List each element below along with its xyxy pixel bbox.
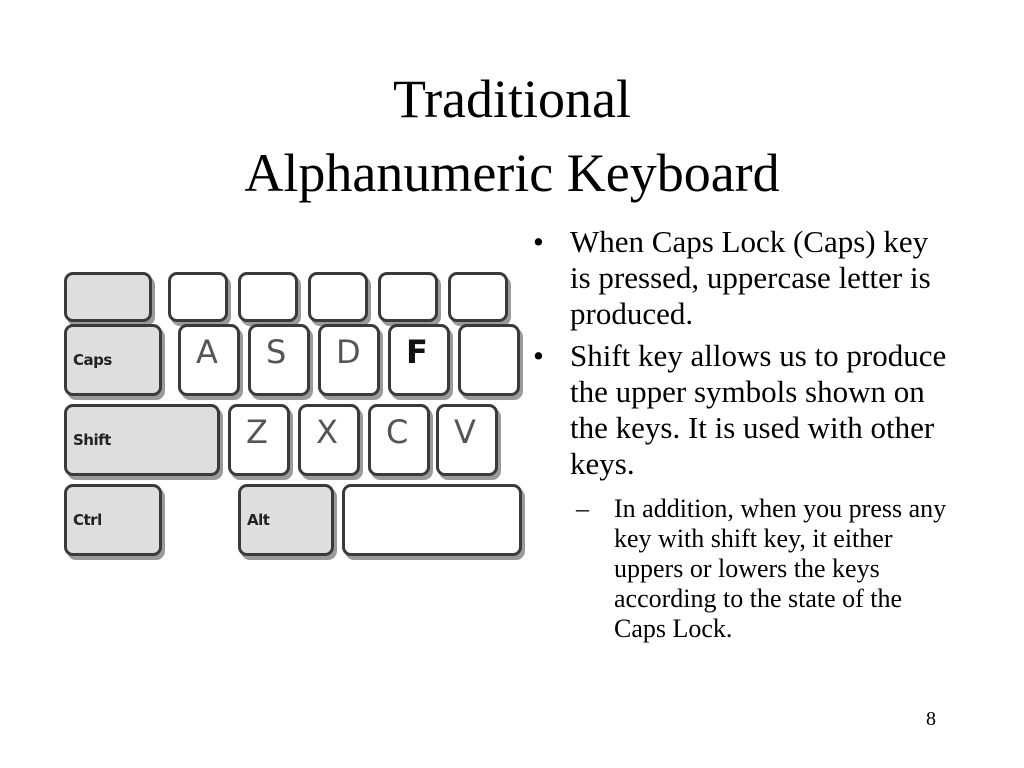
key-x — [298, 404, 360, 476]
keyboard-illustration — [62, 298, 476, 564]
bullet-text: Shift key allows us to produce the upper symbols shown on the keys. It is used with other keys. — [570, 338, 947, 481]
bullet-marker: • — [533, 338, 544, 373]
key-top-partial — [64, 272, 152, 322]
key-top-partial — [448, 272, 508, 322]
bullet-text: When Caps Lock (Caps) key is pressed, uppercase letter is produced. — [570, 224, 931, 331]
bullet-list — [533, 224, 953, 644]
key-top-partial — [308, 272, 368, 322]
key-shift-label: Shift — [73, 431, 111, 449]
key-top-partial — [168, 272, 228, 322]
sub-bullet-item — [576, 494, 953, 644]
key-v — [436, 404, 498, 476]
title-line-1: Traditional — [392, 69, 632, 129]
key-shift — [64, 404, 220, 476]
key-caps-label: Caps — [73, 351, 112, 369]
key-s-label: S — [266, 333, 287, 371]
key-a-label: A — [196, 333, 218, 371]
key-z — [228, 404, 290, 476]
sub-bullet-marker: – — [576, 494, 589, 523]
key-alt — [238, 484, 334, 556]
sub-bullet-text: In addition, when you press any key with shift key, it either uppers or lowers the keys according to the state of the Caps Lock. — [614, 494, 947, 643]
key-d — [318, 324, 380, 396]
bullet-item — [533, 338, 953, 482]
title-line-2: Alphanumeric Keyboard — [244, 143, 780, 203]
slide-title — [0, 62, 1024, 210]
key-f-label: F — [406, 333, 428, 371]
bullet-item — [533, 224, 953, 332]
key-alt-label: Alt — [247, 511, 270, 529]
key-z-label: Z — [246, 413, 268, 451]
key-c-label: C — [386, 413, 409, 451]
key-ctrl-label: Ctrl — [73, 511, 102, 529]
key-d-label: D — [336, 333, 361, 371]
key-x-label: X — [316, 413, 338, 451]
key-g-partial — [458, 324, 520, 396]
bullet-marker: • — [533, 224, 544, 259]
key-caps — [64, 324, 162, 396]
key-f — [388, 324, 450, 396]
key-ctrl — [64, 484, 162, 556]
key-s — [248, 324, 310, 396]
key-c — [368, 404, 430, 476]
key-top-partial — [378, 272, 438, 322]
key-top-partial — [238, 272, 298, 322]
key-v-label: V — [454, 413, 476, 451]
key-a — [178, 324, 240, 396]
page-number: 8 — [926, 708, 936, 730]
key-space — [342, 484, 522, 556]
